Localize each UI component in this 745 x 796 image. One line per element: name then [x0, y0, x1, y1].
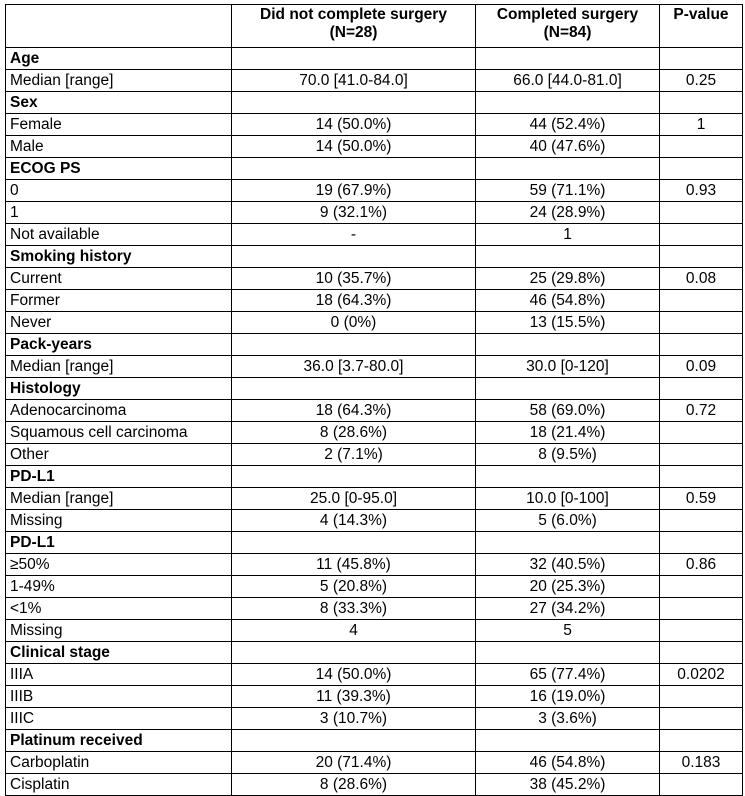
did-not-complete-cell: 2 (7.1%)	[232, 444, 476, 466]
row-label: Median [range]	[6, 488, 232, 510]
p-value-cell	[660, 378, 743, 400]
row-label: Missing	[6, 620, 232, 642]
table-row	[6, 554, 743, 576]
completed-cell: 65 (77.4%)	[476, 664, 660, 686]
p-value-cell	[660, 202, 743, 224]
completed-cell: 20 (25.3%)	[476, 576, 660, 598]
p-value-cell: 0.72	[660, 400, 743, 422]
section-row	[6, 466, 743, 488]
did-not-complete-cell: 11 (45.8%)	[232, 554, 476, 576]
completed-cell: 59 (71.1%)	[476, 180, 660, 202]
p-value-cell: 0.59	[660, 488, 743, 510]
p-value-cell	[660, 334, 743, 356]
did-not-complete-cell: 14 (50.0%)	[232, 664, 476, 686]
did-not-complete-cell	[232, 378, 476, 400]
completed-cell: 1	[476, 224, 660, 246]
did-not-complete-cell: 70.0 [41.0-84.0]	[232, 70, 476, 92]
table-row	[6, 400, 743, 422]
p-value-cell	[660, 224, 743, 246]
header-row	[6, 5, 743, 48]
did-not-complete-cell	[232, 730, 476, 752]
p-value-cell	[660, 158, 743, 180]
table-row	[6, 488, 743, 510]
did-not-complete-cell	[232, 334, 476, 356]
row-label: ≥50%	[6, 554, 232, 576]
row-label: IIIA	[6, 664, 232, 686]
table-row	[6, 290, 743, 312]
did-not-complete-cell: 20 (71.4%)	[232, 752, 476, 774]
p-value-cell	[660, 774, 743, 796]
did-not-complete-cell: 11 (39.3%)	[232, 686, 476, 708]
did-not-complete-cell: 10 (35.7%)	[232, 268, 476, 290]
row-label: 0	[6, 180, 232, 202]
section-row	[6, 92, 743, 114]
p-value-cell: 0.09	[660, 356, 743, 378]
row-label: Median [range]	[6, 356, 232, 378]
p-value-cell: 0.183	[660, 752, 743, 774]
row-label: Other	[6, 444, 232, 466]
section-row	[6, 48, 743, 70]
completed-cell	[476, 378, 660, 400]
characteristics-table	[5, 4, 743, 796]
completed-cell: 46 (54.8%)	[476, 290, 660, 312]
table-row	[6, 136, 743, 158]
table-row	[6, 114, 743, 136]
did-not-complete-cell	[232, 158, 476, 180]
row-label: <1%	[6, 598, 232, 620]
header-completed: Completed surgery (N=84)	[476, 5, 660, 48]
p-value-cell: 0.0202	[660, 664, 743, 686]
row-label: Carboplatin	[6, 752, 232, 774]
completed-cell: 27 (34.2%)	[476, 598, 660, 620]
table-row	[6, 620, 743, 642]
did-not-complete-cell	[232, 466, 476, 488]
did-not-complete-cell: 8 (28.6%)	[232, 774, 476, 796]
table-row	[6, 422, 743, 444]
section-row	[6, 642, 743, 664]
table-row	[6, 268, 743, 290]
did-not-complete-cell	[232, 92, 476, 114]
p-value-cell: 0.08	[660, 268, 743, 290]
table-row	[6, 576, 743, 598]
p-value-cell	[660, 48, 743, 70]
section-row	[6, 158, 743, 180]
row-label: Adenocarcinoma	[6, 400, 232, 422]
p-value-cell	[660, 290, 743, 312]
did-not-complete-cell: 4 (14.3%)	[232, 510, 476, 532]
did-not-complete-cell: 3 (10.7%)	[232, 708, 476, 730]
did-not-complete-cell: 9 (32.1%)	[232, 202, 476, 224]
p-value-cell	[660, 642, 743, 664]
p-value-cell	[660, 466, 743, 488]
row-label: PD-L1	[6, 466, 232, 488]
did-not-complete-cell: 18 (64.3%)	[232, 400, 476, 422]
section-row	[6, 730, 743, 752]
section-row	[6, 334, 743, 356]
completed-cell: 24 (28.9%)	[476, 202, 660, 224]
header-p-value: P-value	[660, 5, 743, 48]
p-value-cell	[660, 576, 743, 598]
did-not-complete-cell: 18 (64.3%)	[232, 290, 476, 312]
completed-cell	[476, 246, 660, 268]
row-label: Median [range]	[6, 70, 232, 92]
header-variable	[6, 5, 232, 48]
row-label: Platinum received	[6, 730, 232, 752]
completed-cell: 40 (47.6%)	[476, 136, 660, 158]
table-row	[6, 70, 743, 92]
table-row	[6, 356, 743, 378]
row-label: Female	[6, 114, 232, 136]
table-row	[6, 224, 743, 246]
completed-cell: 3 (3.6%)	[476, 708, 660, 730]
completed-cell	[476, 158, 660, 180]
p-value-cell	[660, 444, 743, 466]
row-label: Pack-years	[6, 334, 232, 356]
p-value-cell	[660, 510, 743, 532]
completed-cell: 66.0 [44.0-81.0]	[476, 70, 660, 92]
completed-cell: 8 (9.5%)	[476, 444, 660, 466]
p-value-cell	[660, 422, 743, 444]
p-value-cell	[660, 730, 743, 752]
completed-cell	[476, 48, 660, 70]
completed-cell: 16 (19.0%)	[476, 686, 660, 708]
p-value-cell: 0.86	[660, 554, 743, 576]
p-value-cell	[660, 598, 743, 620]
p-value-cell: 1	[660, 114, 743, 136]
completed-cell: 13 (15.5%)	[476, 312, 660, 334]
table-row	[6, 202, 743, 224]
section-row	[6, 246, 743, 268]
p-value-cell	[660, 620, 743, 642]
did-not-complete-cell: 14 (50.0%)	[232, 114, 476, 136]
did-not-complete-cell: 19 (67.9%)	[232, 180, 476, 202]
row-label: Current	[6, 268, 232, 290]
p-value-cell	[660, 136, 743, 158]
row-label: ECOG PS	[6, 158, 232, 180]
row-label: 1	[6, 202, 232, 224]
did-not-complete-cell: 14 (50.0%)	[232, 136, 476, 158]
row-label: Squamous cell carcinoma	[6, 422, 232, 444]
row-label: Cisplatin	[6, 774, 232, 796]
table-body	[6, 48, 743, 796]
did-not-complete-cell	[232, 246, 476, 268]
p-value-cell	[660, 246, 743, 268]
row-label: Missing	[6, 510, 232, 532]
did-not-complete-cell: 5 (20.8%)	[232, 576, 476, 598]
did-not-complete-cell: 4	[232, 620, 476, 642]
completed-cell: 10.0 [0-100]	[476, 488, 660, 510]
did-not-complete-cell: 36.0 [3.7-80.0]	[232, 356, 476, 378]
table-row	[6, 686, 743, 708]
completed-cell: 38 (45.2%)	[476, 774, 660, 796]
p-value-cell	[660, 686, 743, 708]
completed-cell: 5 (6.0%)	[476, 510, 660, 532]
did-not-complete-cell: 25.0 [0-95.0]	[232, 488, 476, 510]
section-row	[6, 378, 743, 400]
completed-cell	[476, 334, 660, 356]
row-label: Not available	[6, 224, 232, 246]
completed-cell: 44 (52.4%)	[476, 114, 660, 136]
did-not-complete-cell: -	[232, 224, 476, 246]
table-row	[6, 664, 743, 686]
completed-cell: 30.0 [0-120]	[476, 356, 660, 378]
row-label: Clinical stage	[6, 642, 232, 664]
row-label: Smoking history	[6, 246, 232, 268]
row-label: IIIC	[6, 708, 232, 730]
table-row	[6, 312, 743, 334]
row-label: Histology	[6, 378, 232, 400]
completed-cell: 25 (29.8%)	[476, 268, 660, 290]
p-value-cell	[660, 708, 743, 730]
section-row	[6, 532, 743, 554]
table-row	[6, 510, 743, 532]
p-value-cell: 0.25	[660, 70, 743, 92]
did-not-complete-cell	[232, 642, 476, 664]
did-not-complete-cell: 0 (0%)	[232, 312, 476, 334]
completed-cell: 58 (69.0%)	[476, 400, 660, 422]
row-label: Former	[6, 290, 232, 312]
p-value-cell	[660, 312, 743, 334]
header-did-not-complete: Did not complete surgery (N=28)	[232, 5, 476, 48]
row-label: Male	[6, 136, 232, 158]
table-row	[6, 598, 743, 620]
row-label: PD-L1	[6, 532, 232, 554]
table-row	[6, 774, 743, 796]
completed-cell: 46 (54.8%)	[476, 752, 660, 774]
completed-cell	[476, 730, 660, 752]
completed-cell: 32 (40.5%)	[476, 554, 660, 576]
completed-cell: 18 (21.4%)	[476, 422, 660, 444]
p-value-cell	[660, 532, 743, 554]
table-row	[6, 708, 743, 730]
completed-cell	[476, 92, 660, 114]
row-label: IIIB	[6, 686, 232, 708]
did-not-complete-cell: 8 (28.6%)	[232, 422, 476, 444]
row-label: Sex	[6, 92, 232, 114]
completed-cell: 5	[476, 620, 660, 642]
row-label: Never	[6, 312, 232, 334]
did-not-complete-cell	[232, 532, 476, 554]
p-value-cell	[660, 92, 743, 114]
row-label: 1-49%	[6, 576, 232, 598]
completed-cell	[476, 466, 660, 488]
p-value-cell: 0.93	[660, 180, 743, 202]
completed-cell	[476, 642, 660, 664]
table-row	[6, 444, 743, 466]
table-row	[6, 180, 743, 202]
did-not-complete-cell: 8 (33.3%)	[232, 598, 476, 620]
completed-cell	[476, 532, 660, 554]
table-row	[6, 752, 743, 774]
did-not-complete-cell	[232, 48, 476, 70]
row-label: Age	[6, 48, 232, 70]
